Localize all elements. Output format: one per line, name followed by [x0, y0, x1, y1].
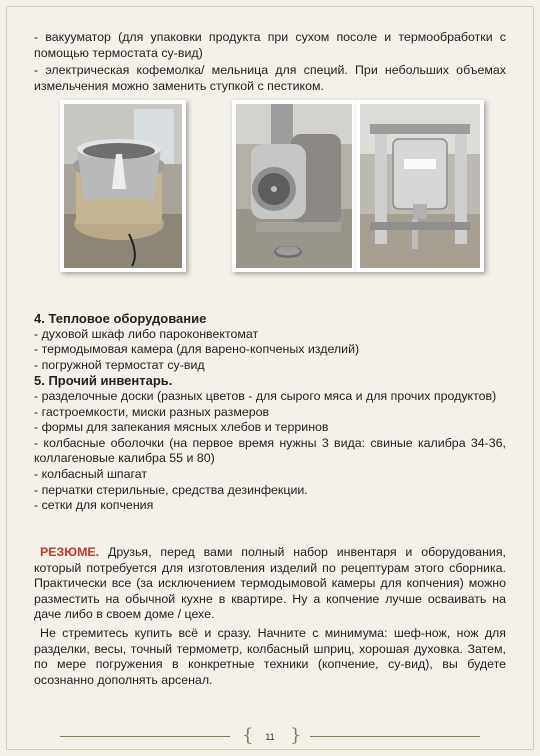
list-item: - сетки для копчения [34, 498, 154, 513]
summary-paragraph: Не стремитесь купить всё и сразу. Начните с минимума: шеф-нож, нож для разделки, весы, точный термометр, колбасный шприц, хорошая духовка. Затем, по мере погружения в конкретные техники (копчение, су-вид), вы будете осознанно дополнять арсенал. [34, 625, 506, 687]
summary-text: Друзья, перед вами полный набор инвентаря и оборудования, который потребуется для изготовления изделий по рецептурам этого сборника. Практически все (за исключением термодымовой камеры для копчения) можно разместить на обычной кухне в квартире. Ну а копчение лучше осваивать на даче либо в своем доме / цехе. [34, 545, 506, 622]
list-item: - колбасный шпагат [34, 466, 148, 481]
list-item: - колбасные оболочки (на первое время нужны 3 вида: свиные калибра 34-36, коллагеновые калибра 55 и 80) [34, 435, 506, 466]
list-item: - погружной термостат су-вид [34, 357, 205, 372]
list-item: - формы для запекания мясных хлебов и терринов [34, 420, 329, 435]
list-item: - вакууматор (для упаковки продукта при сухом посоле и термообработки с помощью термостата су-вид) [34, 30, 506, 60]
section-heading-thermal: 4. Тепловое оборудование [34, 311, 207, 326]
summary-paragraph [34, 545, 506, 623]
photo-row [60, 100, 480, 275]
left-brace-icon: { [242, 725, 254, 746]
list-item: - перчатки стерильные, средства дезинфекции. [34, 482, 308, 497]
list-item: - разделочные доски (разных цветов - для сырого мяса и для прочих продуктов) [34, 388, 497, 403]
footer-ornament-line [310, 736, 480, 737]
list-item: - электрическая кофемолка/ мельница для специй. При небольших объемах измельчения можно заменить ступкой с пестиком. [34, 63, 506, 93]
coffee-grinder-photo [60, 100, 186, 272]
summary-block [34, 545, 506, 688]
list-item: - духовой шкаф либо пароконвектомат [34, 326, 259, 341]
equipment-sections [34, 311, 506, 514]
right-brace-icon: } [290, 725, 302, 746]
list-item: - термодымовая камера (для варено-копченых изделий) [34, 342, 360, 357]
sausage-stuffer-photo [356, 100, 484, 272]
list-item: - гастроемкости, миски разных размеров [34, 404, 270, 419]
summary-label: РЕЗЮМЕ. [40, 545, 100, 559]
page-number: 11 [265, 732, 275, 742]
page-footer [60, 727, 480, 747]
equipment-list-continued [34, 30, 506, 96]
footer-ornament-line [60, 736, 230, 737]
section-heading-other: 5. Прочий инвентарь. [34, 373, 173, 389]
meat-grinder-photo [232, 100, 356, 272]
